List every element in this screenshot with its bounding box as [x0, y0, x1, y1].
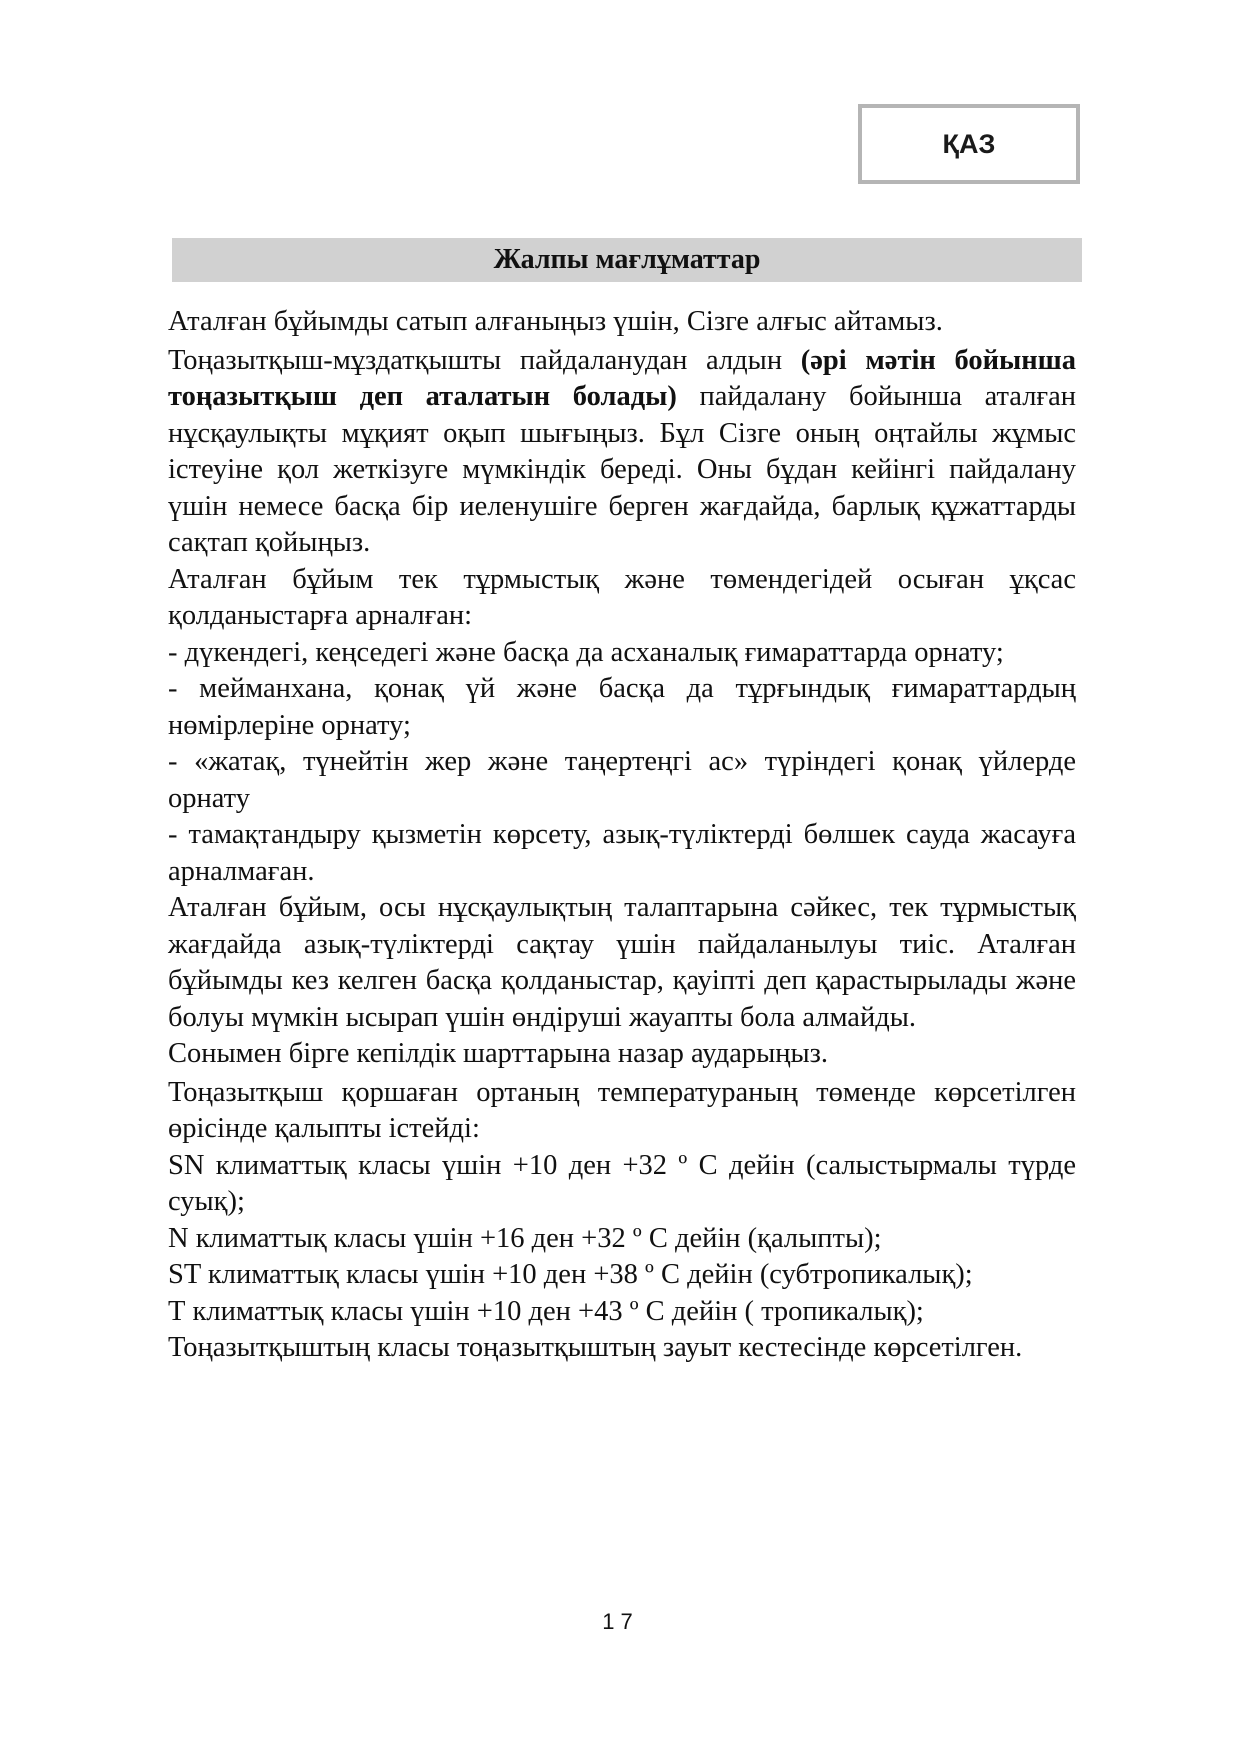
paragraph-rating-plate: Тоңазытқыштың класы тоңазытқыштың зауыт кестесінде көрсетілген.	[168, 1332, 1023, 1363]
paragraph-read-manual-start: Тоңазытқыш-мұздатқышты пайдаланудан алдын	[168, 344, 801, 376]
paragraph-read-manual	[168, 343, 1076, 562]
list-item-bed-breakfast: - «жатақ, түнейтін жер және таңертеңгі ас» түріндегі қонақ үйлерде орнату	[168, 746, 1076, 814]
list-item-hotels: - мейманхана, қонақ үй және басқа да тұрғындық ғимараттардың нөмірлеріне орнату;	[168, 673, 1076, 741]
list-item-shops: - дүкендегі, кеңседегі және басқа да асханалық ғимараттарда орнату;	[168, 636, 1004, 668]
paragraph-ambient-range: Тоңазытқыш қоршаған ортаның температураның төменде көрсетілген өрісінде қалыпты істейді:	[168, 1076, 1076, 1144]
language-label: ҚАЗ	[942, 128, 996, 159]
paragraph-intended-use: Аталған бұйым тек тұрмыстық және төмендегідей осыған ұқсас қолданыстарға арналған:	[168, 563, 1076, 631]
climate-class-sn: SN климаттық класы үшін +10 ден +32 º С дейін (салыстырмалы түрде суық);	[168, 1149, 1076, 1217]
climate-class-n: N климаттық класы үшін +16 ден +32 º С дейін (қалыпты);	[168, 1222, 882, 1254]
paragraph-read-manual-bold: (әрі мәтін бойынша тоңазытқыш деп аталатын болады)	[168, 344, 1076, 412]
language-label-box	[858, 104, 1080, 184]
document-body	[168, 304, 1076, 1367]
paragraph-warranty: Сонымен бірге кепілдік шарттарына назар аударыңыз.	[168, 1038, 829, 1069]
paragraph-read-manual-end: пайдалану бойынша аталған нұсқаулықты мұқият оқып шығыңыз. Бұл Сізге оның оңтайлы жұмыс істеуіне қол жеткізуге мүмкіндік береді. Оны бұдан кейінгі пайдалану үшін немесе басқа бір иеленушіге берген жағдайда, барлық құжаттарды сақтап қойыңыз.	[168, 381, 1077, 558]
section-title-bar	[172, 238, 1082, 282]
page-number: 17	[602, 1609, 639, 1634]
section-title: Жалпы мағлұматтар	[493, 244, 761, 275]
climate-class-st: ST климаттық класы үшін +10 ден +38 º С дейін (субтропикалық);	[168, 1259, 973, 1290]
list-item-not-catering: - тамақтандыру қызметін көрсету, азық-түліктерді бөлшек сауда жасауға арналмаған.	[168, 819, 1076, 887]
climate-class-t: Т климаттық класы үшін +10 ден +43 º С дейін ( тропикалық);	[168, 1295, 924, 1327]
paragraph-thanks: Аталған бұйымды сатып алғаныңыз үшін, Сізге алғыс айтамыз.	[168, 306, 943, 337]
paragraph-storage-use: Аталған бұйым, осы нұсқаулықтың талаптарына сәйкес, тек тұрмыстық жағдайда азық-түліктерді сақтау үшін пайдаланылуы тиіс. Аталған бұйымды кез келген басқа қолданыстар, қауіпті деп қарастырылады және болуы мүмкін ысырап үшін өндіруші жауапты бола алмайды.	[168, 892, 1076, 1033]
